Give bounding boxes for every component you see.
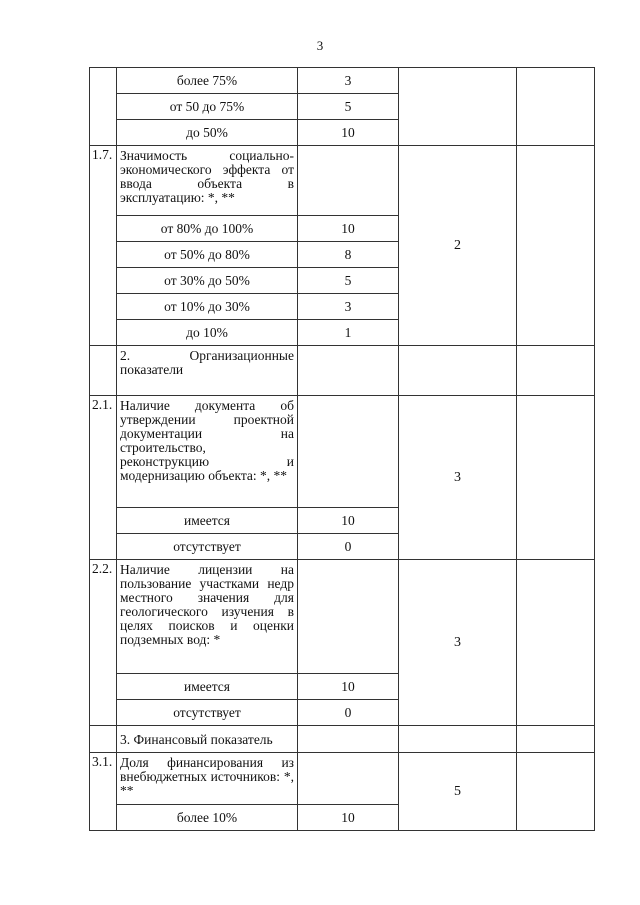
option-score: 3 xyxy=(298,294,399,320)
option-label: до 50% xyxy=(117,120,298,146)
criterion-number: 2.1. xyxy=(90,396,117,560)
extra-cell xyxy=(517,146,595,346)
criterion-text: Доля финансирования из внебюджетных источников: *, ** xyxy=(117,753,298,805)
page-number: 3 xyxy=(316,38,324,53)
weight-cell xyxy=(399,726,517,753)
score-cell xyxy=(298,396,399,508)
section-heading: 3. Финансовый показатель xyxy=(117,726,298,753)
criterion-text: Наличие лицензии на пользование участками недр местного значения для геологического изучения в целях поисков и оценки подземных вод: * xyxy=(117,560,298,674)
weight-cell xyxy=(399,68,517,146)
option-label: имеется xyxy=(117,508,298,534)
num-cell xyxy=(90,726,117,753)
num-cell xyxy=(90,68,117,146)
criterion-text: Наличие документа об утверждении проектной документации на строительство, реконструкцию и модернизацию объекта: *, ** xyxy=(117,396,298,508)
criterion-text: Значимость социально-экономического эффекта от ввода объекта в эксплуатацию: *, ** xyxy=(117,146,298,216)
section-heading: 2. Организационные показатели xyxy=(117,346,298,396)
option-label: от 10% до 30% xyxy=(117,294,298,320)
option-label: от 30% до 50% xyxy=(117,268,298,294)
extra-cell xyxy=(517,726,595,753)
option-score: 10 xyxy=(298,508,399,534)
table-row xyxy=(90,346,595,396)
table-row xyxy=(90,396,595,508)
table-row xyxy=(90,753,595,805)
score-cell xyxy=(298,560,399,674)
option-score: 0 xyxy=(298,700,399,726)
option-score: 0 xyxy=(298,534,399,560)
option-score: 10 xyxy=(298,805,399,831)
option-label: от 50% до 80% xyxy=(117,242,298,268)
criteria-table xyxy=(89,67,595,831)
option-label: от 50 до 75% xyxy=(117,94,298,120)
table-row xyxy=(90,560,595,674)
table-row xyxy=(90,146,595,216)
num-cell xyxy=(90,346,117,396)
score-cell xyxy=(298,726,399,753)
table-row xyxy=(90,68,595,94)
option-label: до 10% xyxy=(117,320,298,346)
option-score: 5 xyxy=(298,268,399,294)
option-score: 3 xyxy=(298,68,399,94)
option-score: 5 xyxy=(298,94,399,120)
criterion-weight: 2 xyxy=(399,146,517,346)
criterion-number: 3.1. xyxy=(90,753,117,831)
extra-cell xyxy=(517,346,595,396)
score-cell xyxy=(298,753,399,805)
criterion-weight: 5 xyxy=(399,753,517,831)
option-score: 10 xyxy=(298,674,399,700)
option-label: от 80% до 100% xyxy=(117,216,298,242)
score-cell xyxy=(298,146,399,216)
option-label: отсутствует xyxy=(117,534,298,560)
extra-cell xyxy=(517,396,595,560)
weight-cell xyxy=(399,346,517,396)
option-label: более 10% xyxy=(117,805,298,831)
option-score: 8 xyxy=(298,242,399,268)
criterion-weight: 3 xyxy=(399,560,517,726)
option-label: имеется xyxy=(117,674,298,700)
criterion-number: 2.2. xyxy=(90,560,117,726)
criterion-weight: 3 xyxy=(399,396,517,560)
option-score: 1 xyxy=(298,320,399,346)
extra-cell xyxy=(517,560,595,726)
option-label: более 75% xyxy=(117,68,298,94)
option-score: 10 xyxy=(298,120,399,146)
score-cell xyxy=(298,346,399,396)
extra-cell xyxy=(517,753,595,831)
option-score: 10 xyxy=(298,216,399,242)
table-row xyxy=(90,726,595,753)
criterion-number: 1.7. xyxy=(90,146,117,346)
option-label: отсутствует xyxy=(117,700,298,726)
extra-cell xyxy=(517,68,595,146)
